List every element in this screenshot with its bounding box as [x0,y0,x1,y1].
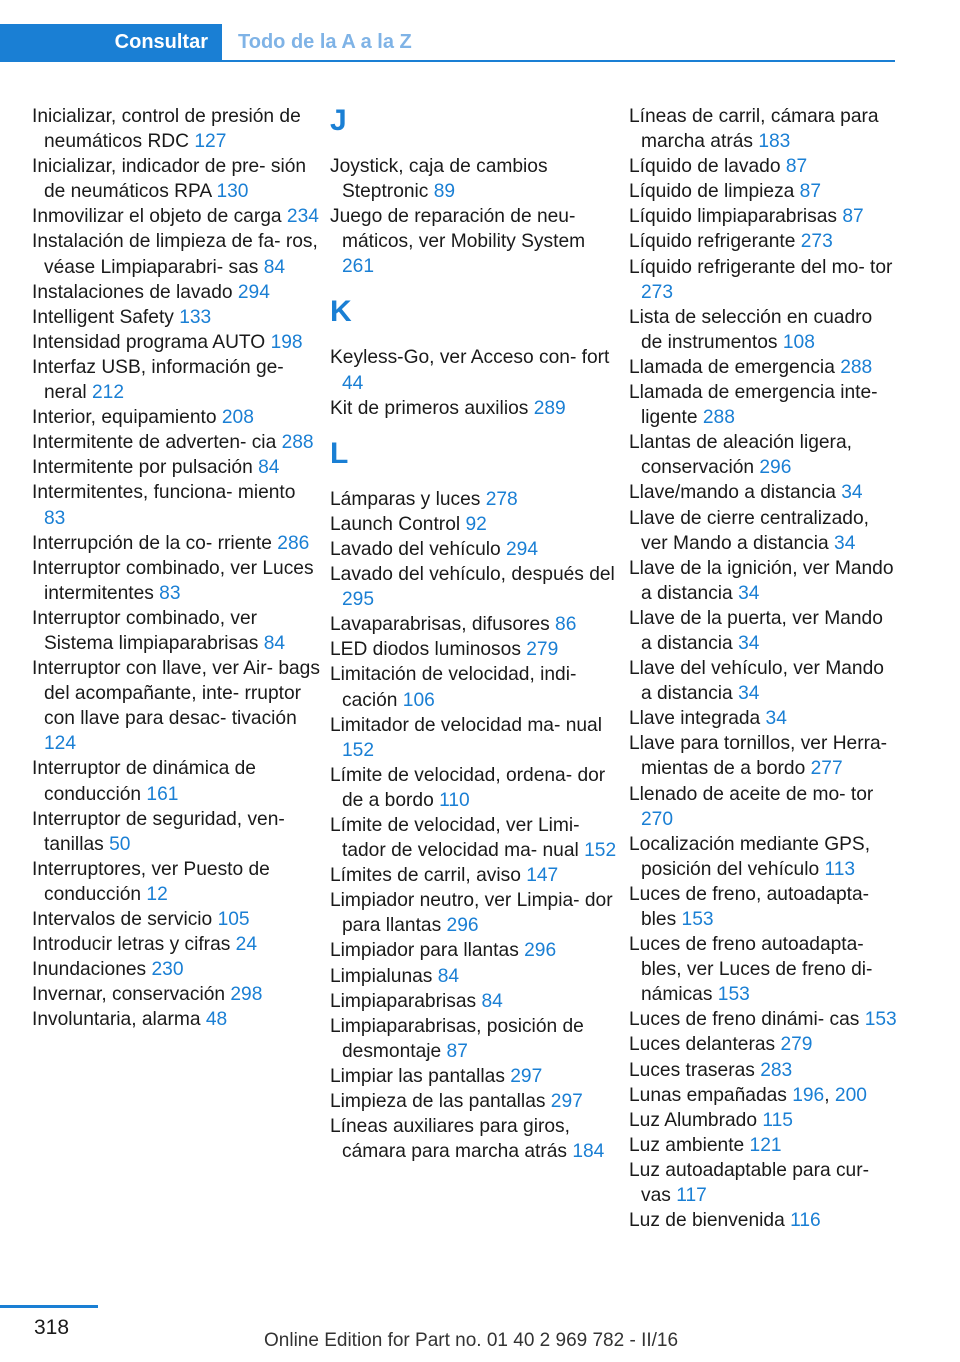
index-entry [330,964,620,989]
index-entry-text: Lavado del vehículo [330,538,507,560]
index-entry-text: Llamada de emergencia inte‐ ligente [629,382,878,429]
index-entry [629,932,897,1007]
index-entry-text: Interior, equipamiento [32,407,222,429]
index-entry [330,612,620,637]
index-entry-text: Intermitente por pulsación [32,457,259,479]
index-entry [629,380,897,430]
page-number: 318 [34,1316,70,1339]
index-page-link[interactable]: 83 [159,582,181,604]
index-page-link[interactable]: 296 [524,940,557,962]
index-entry-text: Intermitentes, funciona‐ miento [32,482,296,504]
index-letter-heading: L [330,436,349,470]
index-entry [32,229,322,279]
index-entry-text: Involuntaria, alarma [32,1009,206,1031]
index-letter-heading: K [330,295,352,329]
index-entry-text: Localización mediante GPS, posición del vehículo [629,833,871,880]
index-entry [330,562,620,612]
index-page-link[interactable]: 297 [510,1065,543,1087]
index-page-link[interactable]: 130 [216,181,249,203]
index-entry-text: Intelligent Safety [32,306,180,328]
index-page-link[interactable]: 34 [834,532,856,554]
page-number-rule [0,1305,98,1308]
index-entry-text: Luz autoadaptable para cur‐ vas [629,1159,870,1207]
index-entry [330,512,620,537]
index-entry-text: Joystick, caja de cambios Steptronic [330,156,548,203]
index-entry-text: Líquido refrigerante [629,231,801,253]
index-entry [32,907,322,932]
index-entry [629,204,897,229]
index-entry [629,255,897,305]
index-entry [629,1032,897,1057]
index-entry-text: Lámparas y luces [330,488,486,510]
index-entry-text: Líneas de carril, cámara para marcha atrás [629,106,879,153]
index-page-link[interactable]: 133 [179,306,212,328]
index-page-link[interactable]: 115 [762,1109,793,1131]
index-page-link[interactable]: 84 [437,965,460,987]
index-page-link[interactable]: 289 [533,397,566,419]
index-page-link[interactable]: 270 [641,808,674,830]
index-page-link[interactable]: 105 [217,909,250,930]
index-entry-text: Inicializar, control de presión de neumáticos RDC [32,106,301,153]
index-page-link[interactable]: 261 [342,256,375,278]
index-entry [629,229,897,254]
index-entry-text: Interruptor de seguridad, ven‐ tanillas [32,808,285,855]
index-entry-text: Llave/mando a distancia [629,482,842,504]
index-entry [330,813,620,863]
index-page-link[interactable]: 117 [676,1185,707,1207]
index-entry-text: Lunas empañadas [629,1084,793,1106]
index-page-link[interactable]: 106 [402,689,435,711]
index-page-link[interactable]: 87 [842,206,864,228]
index-entry-text: Llave de la puerta, ver Mando a distancia [629,607,883,654]
index-entry-text: Líquido de lavado [629,156,786,178]
index-entry-text: Invernar, conservación [32,984,231,1006]
index-page-link[interactable]: 196 [792,1084,825,1106]
index-entry-text: Interrupción de la co‐ rriente [32,532,278,554]
index-page-link[interactable]: 286 [277,532,310,554]
index-entry-text: Luces de freno, autoadapta‐ bles [629,883,870,930]
index-entry [330,637,620,662]
index-entry-text: Interfaz USB, información ge‐ neral [32,356,284,404]
index-page-link[interactable]: 34 [738,632,760,654]
section-tab-a-z[interactable]: Todo de la A a la Z [238,30,412,53]
index-entry-text: Líquido limpiaparabrisas [629,206,843,228]
index-entry-text: Luz ambiente [629,1134,750,1156]
index-entry [330,154,620,204]
index-entry [629,430,897,480]
index-entry [32,430,322,455]
index-entry-text: Limpiador para llantas [330,940,525,962]
index-entry-text: Intensidad programa AUTO [32,331,271,353]
index-entry-text: Límite de velocidad, ordena‐ dor de a bordo [330,764,606,811]
header-rule [0,60,895,62]
index-entry [32,480,322,530]
index-page-link[interactable]: 127 [194,131,227,153]
index-entry-text: Lavado del vehículo, después del [330,564,615,586]
index-entry-text: Luz de bienvenida [629,1210,791,1232]
index-entry-text: Introducir letras y cifras [32,934,236,956]
index-page-link[interactable]: 84 [263,632,286,654]
index-entry-text: Limitador de velocidad ma‐ nual [330,714,602,736]
index-entry-text: Luces delanteras [629,1034,781,1056]
index-page-link[interactable]: 50 [109,833,131,855]
index-entry [629,606,897,656]
index-entry [32,982,322,1007]
index-column-2 [330,104,620,1164]
index-entry [32,104,322,154]
index-entry-text: Líquido refrigerante del mo‐ tor [629,256,893,278]
index-entry-text: Llave de cierre centralizado, ver Mando a distancia [629,507,869,554]
index-entry [32,355,322,405]
index-entry-text: Luces de freno autoadapta‐ bles, ver Luces de freno di‐ námicas [629,934,873,1006]
index-entry [330,487,620,512]
index-page-link[interactable]: 184 [572,1141,605,1163]
index-page-link[interactable]: 87 [446,1040,468,1062]
index-page-link[interactable]: 124 [44,733,77,755]
index-entry [32,405,322,430]
index-entry-text: Limpiaparabrisas [330,990,482,1012]
index-page-link[interactable]: 230 [151,959,184,981]
index-page-link[interactable]: 116 [790,1210,821,1232]
index-entry [32,455,322,480]
index-page-link[interactable]: 121 [749,1134,782,1156]
index-entry-text: Inmovilizar el objeto de carga [32,206,287,228]
index-entry-text: Intervalos de servicio [32,909,218,930]
index-entry [629,1007,897,1032]
index-page-link[interactable]: 24 [235,934,258,956]
index-page-link[interactable]: 283 [760,1059,793,1081]
index-page-link[interactable]: 296 [446,915,479,937]
index-entry [629,882,897,932]
index-entry [32,957,322,982]
index-entry [32,807,322,857]
index-entry [629,706,897,731]
index-entry [629,556,897,606]
index-letter-heading: J [330,104,347,137]
index-page-link[interactable]: 83 [44,507,66,529]
index-column-1 [32,104,322,1032]
index-entry-text: Limpiador neutro, ver Limpia‐ dor para llantas [330,890,613,937]
index-entry-text: Kit de primeros auxilios [330,397,534,419]
index-entry [629,480,897,505]
index-entry-text: Interruptor de dinámica de conducción [32,758,256,805]
index-entry [330,345,620,395]
index-entry [330,1089,620,1114]
index-entry [629,656,897,706]
index-entry [330,396,620,421]
index-page-link[interactable]: 87 [785,156,808,178]
index-entry-text: Instalaciones de lavado [32,281,238,303]
index-page-link[interactable]: 84 [481,990,503,1012]
index-entry-text: Llave de la ignición, ver Mando a distancia [629,557,894,604]
index-page-link[interactable]: 87 [799,181,822,203]
index-page-link[interactable]: 297 [550,1091,583,1112]
index-entry [629,731,897,781]
index-entry-text: Launch Control [330,513,466,535]
index-entry [32,280,322,305]
index-page-link[interactable]: 108 [782,331,815,353]
index-entry-text: Limpieza de las pantallas [330,1091,551,1112]
index-entry [629,305,897,355]
index-page-link[interactable]: 273 [800,231,833,253]
index-entry [32,154,322,204]
index-page-link[interactable]: 84 [263,256,286,278]
index-page-link[interactable]: 294 [237,281,270,303]
index-entry-text: Lavaparabrisas, difusores [330,614,556,636]
index-page-link[interactable]: 288 [702,407,735,429]
index-entry [330,763,620,813]
index-entry: Lunas empañadas 196, 200 [629,1084,867,1106]
index-entry [32,330,322,355]
index-page-link[interactable]: 278 [485,488,518,510]
index-entry-text: LED diodos luminosos [330,639,527,661]
index-entry-text: Llave para tornillos, ver Herra‐ mientas de a bordo [629,733,888,780]
index-entry [32,756,322,806]
index-entry-text: Juego de reparación de neu‐ máticos, ver Mobility System [330,206,586,253]
index-page-link[interactable]: 298 [230,984,263,1006]
index-entry-text: Keyless-Go, ver Acceso con‐ fort [330,347,610,369]
index-page-link[interactable]: 34 [841,482,863,504]
index-page-link[interactable]: 153 [681,909,714,930]
index-entry [32,531,322,556]
index-entry-text: Luces de freno dinámi‐ cas [629,1009,865,1031]
index-entry-text: Luz Alumbrado [629,1109,763,1131]
index-entry [629,154,897,179]
index-page-link[interactable]: 200 [834,1084,867,1106]
index-entry [32,305,322,330]
index-page-link[interactable]: 84 [258,457,280,479]
index-entry [330,1064,620,1089]
index-page-link[interactable]: 48 [205,1009,228,1031]
index-entry [629,832,897,882]
index-page-link[interactable]: 288 [840,356,873,378]
index-entry-text: Interruptor con llave, ver Air‐ bags del acompañante, inte‐ rruptor con llave para desac‐ tivación [32,658,320,730]
index-entry [32,204,322,229]
index-entry-text: Llave del vehículo, ver Mando a distancia [629,658,884,705]
index-page-link[interactable]: 153 [864,1009,897,1031]
index-page-link[interactable]: 279 [526,639,559,661]
index-page-link[interactable]: 34 [765,708,787,730]
index-entry [330,888,620,938]
index-entry [629,1058,897,1083]
index-entry [32,606,322,656]
index-entry-text: Llenado de aceite de mo‐ tor [629,783,874,805]
index-page-link[interactable]: 34 [738,683,760,705]
index-entry-text: Interruptor combinado, ver Sistema limpiaparabrisas [32,607,264,654]
index-page-link[interactable]: 113 [824,858,856,880]
index-entry-text: Límite de velocidad, ver Limi‐ tador de velocidad ma‐ nual [330,814,585,862]
page-header [0,24,895,62]
index-page-link[interactable]: 183 [758,131,791,153]
index-entry [330,938,620,963]
index-entry [330,204,620,279]
index-entry-text: Interruptor combinado, ver Luces intermitentes [32,557,314,604]
index-page-link[interactable]: 273 [641,281,674,303]
index-page-link[interactable]: 89 [433,181,456,203]
index-page-link[interactable]: 208 [221,407,254,429]
index-page-link[interactable]: 86 [555,614,577,636]
index-entry [629,782,897,832]
index-entry [629,506,897,556]
index-entry-text: Intermitente de adverten‐ cia [32,432,282,454]
index-entry [629,1158,897,1208]
index-entry [32,857,322,907]
index-entry [629,1108,897,1133]
index-entry-text: Llantas de aleación ligera, conservación [629,432,852,479]
footer-edition: Online Edition for Part no. 01 40 2 969 782 - II/16 [264,1330,679,1351]
index-entry [330,863,620,888]
index-page-link[interactable]: 153 [717,984,750,1006]
index-page-link[interactable]: 110 [439,789,470,811]
index-entry [330,662,620,712]
index-entry-text: Líquido de limpieza [629,181,800,203]
index-entry [629,355,897,380]
index-entry-text: Llave integrada [629,708,766,730]
index-page-link[interactable]: 12 [146,883,168,905]
index-column-3 [629,104,897,1233]
index-entry-text: Llamada de emergencia [629,356,841,378]
index-entry [330,989,620,1014]
index-page-link[interactable]: 198 [270,331,303,353]
index-page-link[interactable]: 277 [810,758,843,780]
index-entry [629,104,897,154]
index-entry-text: Limpiaparabrisas, posición de desmontaje [330,1015,584,1062]
index-page-link[interactable]: 34 [738,582,760,604]
index-entry [32,556,322,606]
index-page-link[interactable]: 44 [342,372,364,394]
index-entry-text: Lista de selección en cuadro de instrumentos [629,306,873,353]
index-entry-text: Interruptores, ver Puesto de conducción [32,858,270,905]
index-page-link[interactable]: 152 [342,739,375,761]
index-entry [32,932,322,957]
index-entry-text: Límites de carril, aviso [330,865,527,887]
index-entry [330,1114,620,1164]
index-entry [330,537,620,562]
index-entry-text: Limitación de velocidad, indi‐ cación [330,664,577,711]
index-entry [629,1208,897,1233]
index-entry [330,1014,620,1064]
index-page-link[interactable]: 234 [286,206,319,228]
index-entry [330,713,620,763]
index-page-link[interactable]: 294 [506,538,539,560]
index-entry-text: Inundaciones [32,959,152,981]
index-page-link[interactable]: 279 [780,1034,813,1056]
index-page-link[interactable]: 92 [465,513,487,535]
index-page-link[interactable]: 295 [342,589,375,611]
index-page-link[interactable]: 161 [146,783,179,805]
index-page-link[interactable]: 152 [584,840,617,862]
index-entry [32,1007,322,1032]
index-entry-text: Inicializar, indicador de pre‐ sión de neumáticos RPA [32,156,307,203]
index-entry-text: Luces traseras [629,1059,761,1081]
index-entry [32,656,322,756]
index-page-link[interactable]: 147 [526,865,559,887]
index-entry-text: Líneas auxiliares para giros, cámara para marcha atrás [330,1116,573,1163]
index-entry-text: Instalación de limpieza de fa‐ ros, véase Limpiaparabri‐ sas [32,231,318,278]
index-entry-text: Limpiar las pantallas [330,1065,511,1087]
section-tab-consultar[interactable]: Consultar [0,24,222,60]
index-page-link[interactable]: 296 [759,457,792,479]
index-page-link[interactable]: 212 [92,382,125,404]
index-page-link[interactable]: 288 [281,432,314,454]
index-entry [629,179,897,204]
index-entry [629,1133,897,1158]
index-entry-text: Limpialunas [330,965,438,987]
